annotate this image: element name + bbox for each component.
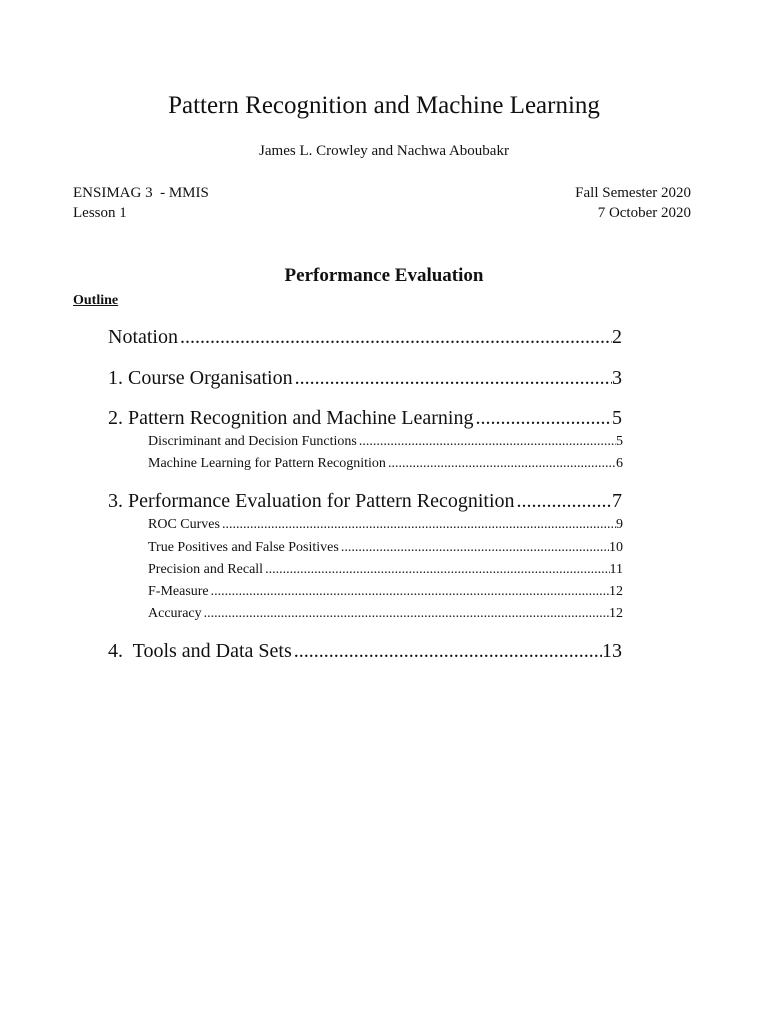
toc-entry-label: Notation [108, 326, 178, 348]
toc-entry-page: 12 [609, 584, 623, 599]
course-name: ENSIMAG 3 - MMIS [73, 185, 209, 201]
document-title: Pattern Recognition and Machine Learning [168, 92, 600, 119]
toc-entry-label: 4. Tools and Data Sets [108, 640, 292, 662]
toc-entry[interactable] [108, 638, 622, 664]
toc-entry-page: 5 [612, 407, 622, 429]
toc-entry-page: 2 [612, 326, 622, 348]
toc-leader-dots [339, 539, 609, 557]
toc-entry-label: F-Measure [148, 584, 209, 599]
toc-leader-dots [178, 324, 612, 350]
toc-entry[interactable] [108, 324, 622, 350]
toc-leader-dots [220, 516, 616, 534]
toc-entry-label: Discriminant and Decision Functions [148, 434, 357, 449]
toc-entry-label: 1. Course Organisation [108, 367, 293, 389]
toc-entry-page: 7 [612, 490, 622, 512]
toc-entry-page: 9 [616, 517, 623, 532]
meta-row-lesson [73, 203, 691, 223]
document-authors: James L. Crowley and Nachwa Aboubakr [259, 143, 509, 159]
toc-subentry[interactable] [148, 516, 623, 534]
lesson-number: Lesson 1 [73, 205, 127, 221]
toc-subentry[interactable] [148, 433, 623, 451]
toc-entry-page: 10 [609, 540, 623, 555]
toc-entry[interactable] [108, 405, 622, 431]
toc-subentry[interactable] [148, 605, 623, 623]
toc-leader-dots [386, 455, 616, 473]
toc-entry-label: Precision and Recall [148, 562, 264, 577]
toc-entry[interactable] [108, 365, 622, 391]
meta-row-course [73, 183, 691, 203]
toc-entry-label: Machine Learning for Pattern Recognition [148, 456, 386, 471]
outline-label: Outline [73, 293, 119, 308]
toc-entry-label: Accuracy [148, 606, 202, 621]
toc-leader-dots [263, 561, 609, 579]
toc-leader-dots [209, 583, 609, 601]
lesson-date: 7 October 2020 [597, 205, 691, 221]
toc-leader-dots [473, 405, 612, 431]
toc-subentry[interactable] [148, 583, 623, 601]
toc-entry-page: 11 [609, 562, 623, 577]
toc-entry-label: ROC Curves [148, 517, 220, 532]
toc-entry[interactable] [108, 488, 622, 514]
toc-entry-page: 12 [609, 606, 623, 621]
toc-entry-page: 5 [616, 434, 623, 449]
toc-leader-dots [515, 488, 612, 514]
section-title: Performance Evaluation [284, 265, 484, 286]
toc-entry-page: 3 [612, 367, 622, 389]
toc-entry-label: 3. Performance Evaluation for Pattern Recognition [108, 490, 515, 512]
toc-entry-label: 2. Pattern Recognition and Machine Learning [108, 407, 474, 429]
toc-leader-dots [357, 433, 616, 451]
toc-leader-dots [202, 605, 609, 623]
toc-leader-dots [293, 365, 612, 391]
toc-entry-page: 13 [602, 640, 622, 662]
toc-subentry[interactable] [148, 455, 623, 473]
toc-entry-label: True Positives and False Positives [148, 540, 339, 555]
toc-leader-dots [292, 638, 602, 664]
toc-subentry[interactable] [148, 561, 623, 579]
toc-subentry[interactable] [148, 539, 623, 557]
semester: Fall Semester 2020 [575, 185, 691, 201]
toc-entry-page: 6 [616, 456, 623, 471]
